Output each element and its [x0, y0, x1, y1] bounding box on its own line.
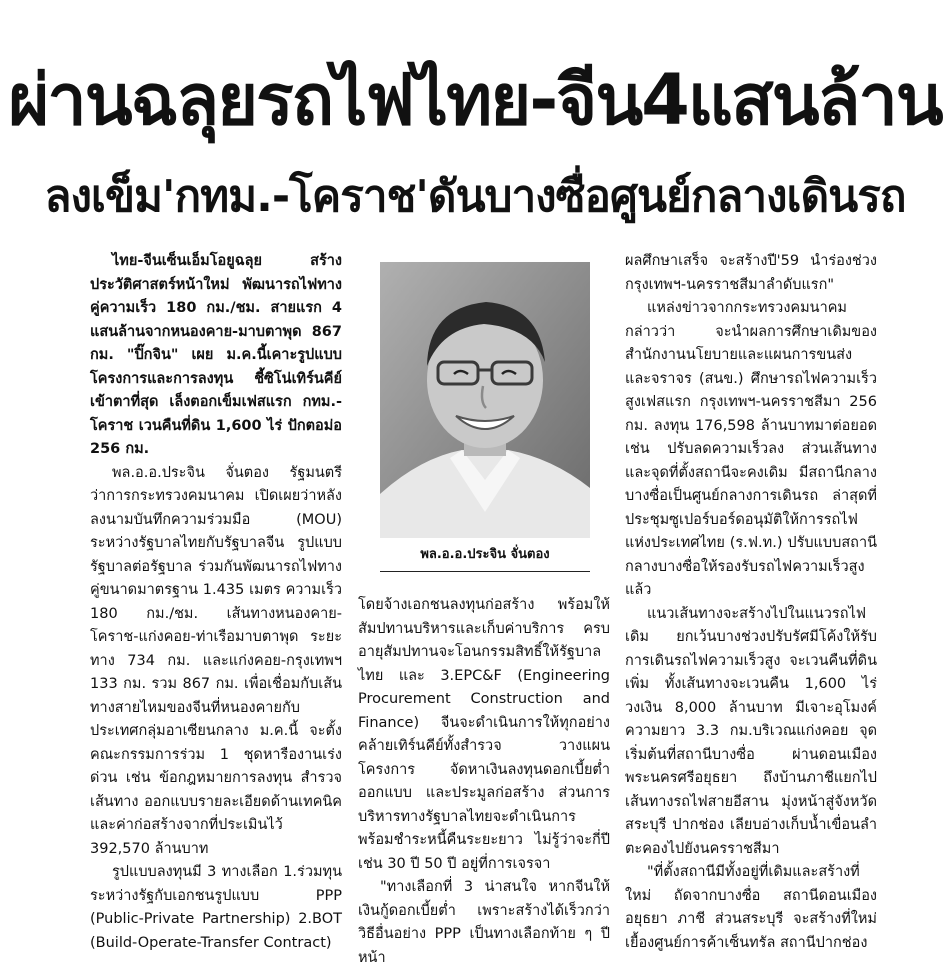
body-paragraph: "ที่ตั้งสถานีมีทั้งอยู่ที่เดิมและสร้างที่ใหม่ ถัดจากบางซื่อ สถานีดอนเมือง อยุธยา ภาชี ส่วนสระบุรี จะสร้างที่ใหม่เยื้องศูนย์การค้าเซ็นทรัล สถานีปากช่อง — [625, 864, 877, 951]
article-column-2 — [358, 594, 610, 970]
caption-divider — [380, 571, 590, 572]
article-column-1 — [90, 250, 342, 955]
subheadline: ลงเข็ม'กทม.-โคราช'ดันบางซื่อศูนย์กลางเดินรถ — [44, 171, 906, 222]
lead-paragraph: ไทย-จีนเซ็นเอ็มโอยูฉลุย สร้างประวัติศาสตร์หน้าใหม่ พัฒนารถไฟทางคู่ความเร็ว 180 กม./ชม. สายแรก 4 แสนล้านจากหนองคาย-มาบตาพุด 867 กม. "ปิ๊กจิน" เผย ม.ค.นี้เคาะรูปแบบโครงการและการลงทุน ชี้ซิโน่เทิร์นคีย์เข้าตาที่สุด เล็งตอกเข็มเฟสแรก กทม.-โคราช เวนคืนที่ดิน 1,600 ไร่ ปักตอม่อ 256 กม. — [90, 253, 342, 457]
body-paragraph: โดยจ้างเอกชนลงทุนก่อสร้าง พร้อมให้สัมปทานบริหารและเก็บค่าบริการ ครบอายุสัมปทานจะโอนกรรมสิทธิ์ให้รัฐบาลไทย และ 3.EPC&F (Engineering Procurement Construction and Finance) จีนจะดำเนินการให้ทุกอย่างคล้ายเทิร์นคีย์ทั้งสำรวจ วางแผนโครงการ จัดหาเงินลงทุนดอกเบี้ยต่ำ ออกแบบ และประมูลก่อสร้าง ส่วนการบริหารทางรัฐบาลไทยจะดำเนินการพร้อมชำระหนี้คืนระยะยาว ไม่รู้ว่าจะกี่ปี เช่น 30 ปี 50 ปี อยู่ที่การเจรจา — [358, 597, 610, 872]
body-paragraph: แนวเส้นทางจะสร้างไปในแนวรถไฟเดิม ยกเว้นบางช่วงปรับรัศมีโค้งให้รับการเดินรถไฟความเร็วสูง จะเวนคืนที่ดินเพิ่ม ทั้งเส้นทางจะเวนคืน 1,600 ไร่ วงเงิน 8,000 ล้านบาท มีเจาะอุโมงค์ความยาว 3.3 กม.บริเวณแก่งคอย จุดเริ่มต้นที่สถานีบางซื่อ ผ่านดอนเมือง พระนครศรีอยุธยา ถึงบ้านภาชีแยกไปเส้นทางรถไฟสายอีสาน มุ่งหน้าสู่จังหวัดสระบุรี ปากช่อง เลียบอ่างเก็บน้ำเขื่อนลำตะคองไปยังนครราชสีมา — [625, 605, 877, 857]
body-paragraph: ผลศึกษาเสร็จ จะสร้างปี'59 นำร่องช่วงกรุงเทพฯ-นครราชสีมาลำดับแรก" — [625, 253, 877, 293]
body-paragraph: รูปแบบลงทุนมี 3 ทางเลือก 1.ร่วมทุนระหว่างรัฐกับเอกชนรูปแบบ PPP (Public-Private Partnership) 2.BOT (Build-Operate-Transfer Contract) — [90, 864, 342, 951]
portrait-illustration — [380, 262, 590, 538]
headline: ผ่านฉลุยรถไฟไทย-จีน4แสนล้าน — [8, 59, 942, 141]
body-paragraph: พล.อ.อ.ประจิน จั่นตอง รัฐมนตรีว่าการกระทรวงคมนาคม เปิดเผยว่าหลังลงนามบันทึกความร่วมมือ (MOU) ระหว่างรัฐบาลไทยกับรัฐบาลจีน รูปแบบรัฐบาลต่อรัฐบาล ร่วมกันพัฒนารถไฟทางคู่ขนาดมาตรฐาน 1.435 เมตร ความเร็ว 180 กม./ชม. เส้นทางหนองคาย-โคราช-แก่งคอย-ท่าเรือมาบตาพุด ระยะทาง 734 กม. และแก่งคอย-กรุงเทพฯ 133 กม. รวม 867 กม. เพื่อเชื่อมกับเส้นทางสายไหมของจีนที่หนองคายกับประเทศกลุ่มอาเซียนกลาง ม.ค.นี้ จะตั้งคณะกรรมการร่วม 1 ชุดหารืองานเร่งด่วน เช่น ข้อกฎหมายการลงทุน สำรวจเส้นทาง ออกแบบรายละเอียดด้านเทคนิคและค่าก่อสร้างจากที่ประเมินไว้ 392,570 ล้านบาท — [90, 464, 342, 857]
portrait-photo — [380, 262, 590, 538]
body-paragraph: แหล่งข่าวจากกระทรวงคมนาคมกล่าวว่า จะนำผลการศึกษาเดิมของสำนักงานนโยบายและแผนการขนส่งและจราจร (สนข.) ศึกษารถไฟความเร็วสูงเฟสแรก กรุงเทพฯ-นครราชสีมา 256 กม. ลงทุน 176,598 ล้านบาทมาต่อยอด เช่น ปรับลดความเร็วลง ส่วนเส้นทางและจุดที่ตั้งสถานีจะคงเดิม มีสถานีกลางบางซื่อเป็นศูนย์กลางการเดินรถ ล่าสุดที่ประชุมซูเปอร์บอร์ดอนุมัติให้การรถไฟแห่งประเทศไทย (ร.ฟ.ท.) ปรับแบบสถานีกลางบางซื่อให้รองรับรถไฟความเร็วสูงแล้ว — [625, 300, 877, 598]
body-paragraph: "ทางเลือกที่ 3 น่าสนใจ หากจีนให้เงินกู้ดอกเบี้ยต่ำ เพราะสร้างได้เร็วกว่าวิธีอื่นอย่าง PPP เป็นทางเลือกท้าย ๆ ปีหน้า — [358, 879, 610, 966]
article-column-3 — [625, 250, 877, 955]
photo-caption: พล.อ.อ.ประจิน จั่นตอง — [420, 547, 550, 562]
